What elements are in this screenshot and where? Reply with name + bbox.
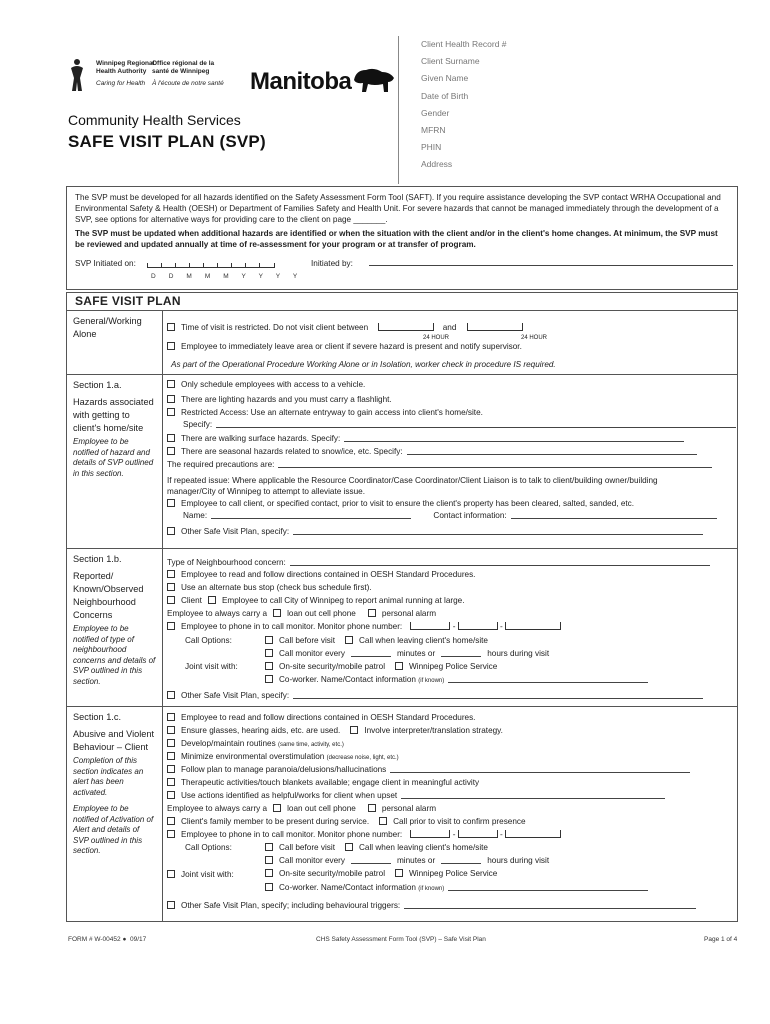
restricted-specify-field[interactable]: [216, 420, 736, 428]
client-field-mfrn[interactable]: MFRN: [421, 124, 446, 135]
other-svp-1b-field[interactable]: [293, 691, 703, 699]
other-svp-1c-label: Other Safe Visit Plan, specify; including behavioural triggers:: [181, 901, 401, 910]
helpful-actions-label: Use actions identified as helpful/works for client when upset: [181, 791, 398, 800]
personal-alarm-label: personal alarm: [381, 609, 437, 618]
cell-phone-label: loan out cell phone: [287, 609, 356, 618]
call-leaving-1c-label: Call when leaving client's home/site: [358, 843, 488, 852]
client-field-health-record[interactable]: Client Health Record #: [421, 39, 507, 49]
call-hours-field[interactable]: [441, 649, 481, 657]
section-1c-title: Section 1.c.: [73, 712, 122, 722]
hours-1c-label: hours during visit: [487, 856, 550, 865]
section-1a: [67, 375, 737, 549]
joint-visit-1c-checkbox[interactable]: [167, 870, 175, 878]
joint-visit-1c-label: Joint visit with:: [181, 870, 234, 879]
call-client-label: Employee to call client, or specified contact, prior to visit to ensure the client's property has been cleared, salted, sanded, etc.: [181, 499, 635, 508]
footer-title: CHS Safety Assessment Form Tool (SVP) – Safe Visit Plan: [316, 936, 486, 943]
client-field-address[interactable]: Address: [421, 159, 453, 170]
coworker-1c-checkbox[interactable]: [265, 883, 273, 891]
call-leaving-label: Call when leaving client's home/site: [358, 636, 488, 645]
interpreter-label: Involve interpreter/translation strategy.: [364, 726, 503, 735]
minutes-or-1c-label: minutes or: [396, 856, 436, 865]
hour-label-1: 24 HOUR: [423, 335, 450, 341]
alternate-bus-checkbox[interactable]: [167, 583, 175, 591]
section-1a-note: Employee to be notified of hazard and details of SVP outlined in this section.: [73, 437, 154, 478]
coworker-1c-label: Co-worker. Name/Contact information: [279, 883, 416, 892]
security-1c-checkbox[interactable]: [265, 869, 273, 877]
flashlight-checkbox[interactable]: [167, 395, 175, 403]
section-1b-title: Section 1.b.: [73, 554, 122, 564]
other-svp-1a-label: Other Safe Visit Plan, specify:: [181, 527, 290, 536]
alarm-1c-label: personal alarm: [381, 804, 437, 813]
client-field-phin[interactable]: PHIN: [421, 142, 442, 153]
routines-label: Develop/maintain routines: [181, 739, 276, 748]
walking-surface-field[interactable]: [344, 434, 684, 442]
walking-surface-label: There are walking surface hazards. Specify:: [181, 434, 341, 443]
overstimulation-checkbox[interactable]: [167, 752, 175, 760]
initiated-on-label: SVP Initiated on:: [75, 259, 136, 268]
section-1b-subtitle: Reported/ Known/Observed Neighbourhood Concerns: [73, 571, 144, 620]
police-1c-checkbox[interactable]: [395, 869, 403, 877]
wrha-logo: [68, 58, 238, 98]
neighbourhood-concern-field[interactable]: [290, 558, 710, 566]
oesh-1c-label: Employee to read and follow directions contained in OESH Standard Procedures.: [181, 713, 476, 722]
call-before-1c-label: Call before visit: [279, 843, 335, 852]
overstimulation-label: Minimize environmental overstimulation: [181, 752, 325, 761]
contact-name-field[interactable]: [211, 511, 411, 519]
section-1a-subtitle: Hazards associated with getting to client's home/site: [73, 397, 154, 433]
flashlight-label: There are lighting hazards and you must carry a flashlight.: [181, 395, 392, 404]
monitor-phone-line[interactable]: [505, 622, 561, 630]
coworker-1c-if-known: (if known): [418, 886, 445, 892]
security-label: On-site security/mobile patrol: [279, 662, 386, 671]
other-svp-1b-checkbox[interactable]: [167, 691, 175, 699]
intro-paragraph-1: The SVP must be developed for all hazards identified on the Safety Assessment Form Tool (SAFT). If you require assistance developing the SVP contact WRHA Occupational and Environmental Safety & Health (OESH) or Department of Families Safety and Health Unit. For severe hazards that cannot be managed immediately through the development of a SVP, see options for alternative ways for providing care to the client on page _______.: [75, 193, 721, 224]
wrha-tagline-fr: À l'écoute de notre santé: [152, 80, 224, 87]
glasses-checkbox[interactable]: [167, 726, 175, 734]
call-before-checkbox[interactable]: [265, 636, 273, 644]
wrha-tagline-en: Caring for Health: [96, 80, 146, 87]
leave-area-checkbox[interactable]: [167, 342, 175, 350]
contact-info-field[interactable]: [511, 511, 717, 519]
walking-surface-checkbox[interactable]: [167, 434, 175, 442]
bison-icon: [352, 66, 396, 96]
restricted-specify-label: Specify:: [183, 420, 213, 429]
oesh-1c-checkbox[interactable]: [167, 713, 175, 721]
precautions-label: The required precautions are:: [167, 460, 275, 469]
footer-page: Page 1 of 4: [704, 936, 738, 943]
initiated-date-field[interactable]: [147, 258, 275, 268]
confirm-presence-label: Call prior to visit to confirm presence: [393, 817, 526, 826]
call-options-label: Call Options:: [185, 636, 232, 645]
hours-label: hours during visit: [487, 649, 550, 658]
other-svp-1a-field[interactable]: [293, 527, 703, 535]
other-svp-1c-checkbox[interactable]: [167, 901, 175, 909]
confirm-presence-checkbox[interactable]: [379, 817, 387, 825]
section-general-title-1: General/Working: [73, 316, 142, 326]
section-1c-note-2: Employee to be notified of Activation of Alert and details of SVP outlined in this section.: [73, 804, 154, 855]
interpreter-checkbox[interactable]: [350, 726, 358, 734]
time-from-field[interactable]: [378, 323, 434, 331]
phone-monitor-1c-checkbox[interactable]: [167, 830, 175, 838]
client-field-dob[interactable]: Date of Birth: [421, 90, 469, 101]
time-to-field[interactable]: [467, 323, 523, 331]
wrha-figure-icon: [68, 58, 86, 92]
call-every-1c-label: Call monitor every: [279, 856, 345, 865]
plan-heading: SAFE VISIT PLAN: [67, 293, 737, 311]
overstimulation-note: (decrease noise, light, etc.): [326, 755, 399, 761]
alternate-bus-label: Use an alternate bus stop (check bus schedule first).: [181, 583, 372, 592]
helpful-actions-checkbox[interactable]: [167, 791, 175, 799]
monitor-1c-area[interactable]: [410, 830, 450, 838]
initiated-row: [75, 258, 729, 288]
working-alone-note: As part of the Operational Procedure Working Alone or in Isolation, worker check in procedure IS required.: [171, 360, 556, 369]
monitor-1c-prefix[interactable]: [458, 830, 498, 838]
seasonal-label: There are seasonal hazards related to snow/ice, etc. Specify:: [181, 447, 403, 456]
wrha-name-fr-2: santé de Winnipeg: [152, 68, 210, 75]
coworker-checkbox[interactable]: [265, 675, 273, 683]
client-field-gender[interactable]: Gender: [421, 107, 450, 118]
safe-visit-plan-table: [66, 292, 738, 922]
section-1c-subtitle: Abusive and Violent Behaviour – Client: [73, 729, 155, 752]
restricted-time-checkbox[interactable]: [167, 323, 175, 331]
helpful-actions-field[interactable]: [401, 791, 665, 799]
precautions-field[interactable]: [278, 460, 712, 468]
therapeutic-checkbox[interactable]: [167, 778, 175, 786]
section-1a-title: Section 1.a.: [73, 380, 122, 390]
police-1c-label: Winnipeg Police Service: [409, 869, 498, 878]
call-every-checkbox[interactable]: [265, 649, 273, 657]
call-options-1c-label: Call Options:: [185, 843, 232, 852]
vehicle-label: Only schedule employees with access to a vehicle.: [181, 380, 366, 389]
client-label: Client: [181, 596, 202, 605]
call-before-label: Call before visit: [279, 636, 335, 645]
call-leaving-1c-checkbox[interactable]: [345, 843, 353, 851]
repeated-issue-text-2: manager/City of Winnipeg to attempt to alleviate issue.: [167, 487, 365, 496]
coworker-field[interactable]: [448, 675, 648, 683]
initiated-by-field[interactable]: [369, 258, 733, 266]
manitoba-wordmark: Manitoba: [250, 68, 352, 95]
section-1c: Section 1.c. Abusive and Violent Behaviour – Client Completion of this section indicates an alert has been activated. Employee to be notified of Activation of Alert and details of SVP outlined in this section. Employee to read and follow directions contained in OESH Standard Procedures. Ensure glasses, hearing aids, etc. are used. Involve interpreter/translation strategy. Develop/maintain routines (same time, activity, etc.) Minimize environmental overstimulation (decrease noise, light, etc.) Follow plan to manage paranoia/delusions/hallucinations Therapeutic activities/touch blankets available; engage client in meaningful activity Use actions identified as helpful/works for client when upset Employee to always carry a loan out cell phone personal alarm Client's family member to be present during service. Call prior to visit to confirm presence Employee to phone in to call monitor. Monitor phone number: - - Call Options: Call before visit Call when leaving client's home/site Call monitor every minutes or hours during visit Joint visit with: On-site security/mobile patrol Winnipeg Police Service Co-worker. Name/Contact information (if known) Other Safe Visit Plan, specify; including behavioural triggers:: [67, 707, 737, 921]
family-member-checkbox[interactable]: [167, 817, 175, 825]
call-client-checkbox[interactable]: [167, 499, 175, 507]
restricted-time-line: Time of visit is restricted. Do not visit client between and: [167, 323, 523, 332]
call-leaving-checkbox[interactable]: [345, 636, 353, 644]
alarm-1c-checkbox[interactable]: [368, 804, 376, 812]
call-city-checkbox[interactable]: [208, 596, 216, 604]
client-field-given-name[interactable]: Given Name: [421, 73, 469, 84]
cell-phone-1c-label: loan out cell phone: [287, 804, 356, 813]
security-checkbox[interactable]: [265, 662, 273, 670]
routines-note: (same time, activity, etc.): [277, 742, 344, 748]
monitor-1c-line[interactable]: [505, 830, 561, 838]
repeated-issue-text: If repeated issue: Where applicable the Resource Coordinator/Case Coordinator/Client Liaison is to talk to client/building owner/building: [167, 476, 658, 485]
intro-paragraph-2: The SVP must be updated when additional hazards are identified or when the situation with the client and/or in the client's home changes. At minimum, the SVP must be reviewed and updated annually at time of re-assessment for your program or at transfer of program.: [75, 229, 718, 249]
call-every-label: Call monitor every: [279, 649, 345, 658]
other-svp-1a-checkbox[interactable]: [167, 527, 175, 535]
vehicle-checkbox[interactable]: [167, 380, 175, 388]
section-1c-note-1: Completion of this section indicates an alert has been activated.: [73, 756, 144, 797]
footer-date: 09/17: [130, 936, 147, 943]
intro-box: [66, 186, 738, 290]
footer-icon: ●: [122, 936, 127, 943]
section-general-title-2: Alone: [73, 329, 97, 339]
glasses-label: Ensure glasses, hearing aids, etc. are used.: [181, 726, 341, 735]
carry-1c-label: Employee to always carry a: [167, 804, 268, 813]
monitor-phone-area[interactable]: [410, 622, 450, 630]
paranoia-checkbox[interactable]: [167, 765, 175, 773]
contact-name-label: Name:: [183, 511, 208, 520]
call-every-1c-checkbox[interactable]: [265, 856, 273, 864]
wrha-name-en-1: Winnipeg Regional: [96, 60, 155, 67]
coworker-1c-field[interactable]: [448, 883, 648, 891]
other-svp-1c-field[interactable]: [404, 901, 696, 909]
section-general: [67, 311, 737, 375]
security-1c-label: On-site security/mobile patrol: [279, 869, 386, 878]
coworker-label: Co-worker. Name/Contact information: [279, 675, 416, 684]
minutes-or-label: minutes or: [396, 649, 436, 658]
leave-area-line: Employee to immediately leave area or client if severe hazard is present and notify supervisor.: [167, 342, 522, 351]
oesh-procedures-label: Employee to read and follow directions contained in OESH Standard Procedures.: [181, 570, 476, 579]
routines-checkbox[interactable]: [167, 739, 175, 747]
phone-monitor-label: Employee to phone in to call monitor. Monitor phone number:: [181, 622, 403, 631]
call-minutes-field[interactable]: [351, 649, 391, 657]
initiated-by-label: Initiated by:: [311, 259, 353, 268]
family-member-label: Client's family member to be present during service.: [181, 817, 370, 826]
cell-phone-1c-checkbox[interactable]: [273, 804, 281, 812]
personal-alarm-checkbox[interactable]: [368, 609, 376, 617]
client-info-box: [398, 36, 738, 184]
police-label: Winnipeg Police Service: [409, 662, 498, 671]
client-animal-checkbox[interactable]: [167, 596, 175, 604]
call-hours-1c-field[interactable]: [441, 856, 481, 864]
neighbourhood-concern-label: Type of Neighbourhood concern:: [167, 558, 286, 567]
restricted-access-checkbox[interactable]: [167, 408, 175, 416]
call-minutes-1c-field[interactable]: [351, 856, 391, 864]
section-1b: Section 1.b. Reported/ Known/Observed Neighbourhood Concerns Employee to be notified of type of neighbourhood concerns and details of SVP outlined in this section. Type of Neighbourhood concern: Employee to read and follow directions contained in OESH Standard Procedures. Use an alternate bus stop (check bus schedule first). Client Employee to call City of Winnipeg to report animal running at large. Employee to always carry a loan out cell phone personal alarm Employee to phone in to call monitor. Monitor phone number: - - Call Options: Call before visit Call when leaving client's home/site Call monitor every minutes or hours during visit Joint visit with: On-site security/mobile patrol Winnipeg Police Service Co-worker. Name/Contact information (if known) Other Safe Visit Plan, specify:: [67, 549, 737, 707]
cell-phone-checkbox[interactable]: [273, 609, 281, 617]
call-city-label: Employee to call City of Winnipeg to report animal running at large.: [221, 596, 465, 605]
call-before-1c-checkbox[interactable]: [265, 843, 273, 851]
paranoia-label: Follow plan to manage paranoia/delusions/hallucinations: [181, 765, 387, 774]
therapeutic-label: Therapeutic activities/touch blankets available; engage client in meaningful activity: [181, 778, 480, 787]
client-field-surname[interactable]: Client Surname: [421, 56, 480, 67]
monitor-phone-prefix[interactable]: [458, 622, 498, 630]
coworker-if-known: (if known): [418, 678, 445, 684]
carry-label: Employee to always carry a: [167, 609, 268, 618]
contact-info-label: Contact information:: [433, 511, 507, 520]
phone-monitor-checkbox[interactable]: [167, 622, 175, 630]
police-checkbox[interactable]: [395, 662, 403, 670]
restricted-access-label: Restricted Access: Use an alternate entryway to gain access into client's home/site.: [181, 408, 483, 417]
page-title: SAFE VISIT PLAN (SVP): [68, 132, 266, 151]
oesh-procedures-checkbox[interactable]: [167, 570, 175, 578]
hour-label-2: 24 HOUR: [521, 335, 548, 341]
wrha-name-fr-1: Office régional de la: [152, 60, 215, 67]
wrha-name-en-2: Health Authority: [96, 68, 147, 75]
date-format-letters: D D M M M Y Y Y Y: [151, 273, 303, 280]
paranoia-field[interactable]: [390, 765, 690, 773]
seasonal-checkbox[interactable]: [167, 447, 175, 455]
section-1b-note: Employee to be notified of type of neighbourhood concerns and details of SVP outlined in this section.: [73, 624, 156, 686]
phone-monitor-1c-label: Employee to phone in to call monitor. Monitor phone number:: [181, 830, 403, 839]
joint-visit-label: Joint visit with:: [185, 662, 238, 671]
community-health-services: Community Health Services: [68, 112, 241, 128]
seasonal-field[interactable]: [407, 447, 697, 455]
footer-form-number: FORM # W-00452 ● 09/17: [68, 936, 147, 943]
other-svp-1b-label: Other Safe Visit Plan, specify:: [181, 691, 290, 700]
